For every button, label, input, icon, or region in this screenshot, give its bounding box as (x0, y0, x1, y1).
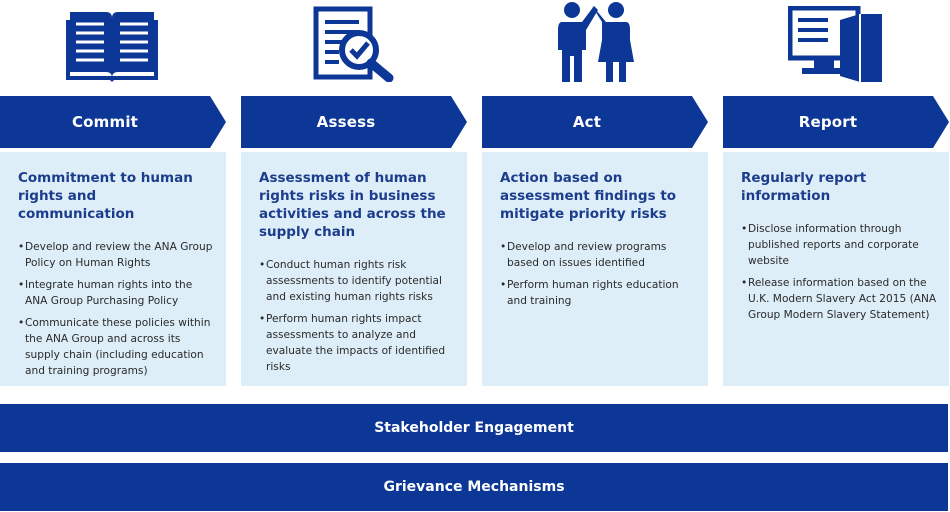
step-title: Report (798, 113, 858, 131)
icon-container (723, 0, 949, 90)
step-heading: Assessment of human rights risks in business activities and across the supply chain (259, 170, 446, 240)
step-details (0, 152, 226, 386)
step-bullet-list (18, 239, 216, 379)
step-arrow (723, 96, 949, 148)
open-book-icon (66, 8, 158, 82)
step-title: Assess (316, 113, 376, 131)
list-item: • Develop and review the ANA Group Policy on Human Rights (18, 239, 216, 271)
stakeholder-engagement-band: Stakeholder Engagement (0, 404, 948, 452)
list-item: • Develop and review programs based on issues identified (500, 239, 698, 271)
step-bullet-list (259, 257, 457, 375)
step-assess (241, 0, 467, 388)
icon-container (241, 0, 467, 90)
step-title: Commit (71, 113, 139, 131)
monitor-and-booklet-icon (788, 6, 884, 84)
step-bullet-list (741, 221, 939, 323)
list-item: • Release information based on the U.K. Modern Slavery Act 2015 (ANA Group Modern Slavery Statement) (741, 275, 939, 323)
step-heading: Commitment to human rights and communication (18, 170, 193, 222)
grievance-mechanisms-band: Grievance Mechanisms (0, 463, 948, 511)
list-item: • Conduct human rights risk assessments to identify potential and existing human rights risks (259, 257, 457, 305)
list-item: • Perform human rights impact assessments to analyze and evaluate the impacts of identified risks (259, 311, 457, 375)
step-arrow (482, 96, 708, 148)
step-details (482, 152, 708, 386)
step-commit (0, 0, 226, 388)
step-report (723, 0, 949, 388)
step-arrow (0, 96, 226, 148)
step-title: Act (572, 113, 602, 131)
list-item: • Communicate these policies within the ANA Group and across its supply chain (including education and training programs) (18, 315, 216, 379)
step-act (482, 0, 708, 388)
list-item: • Disclose information through published reports and corporate website (741, 221, 939, 269)
step-details (241, 152, 467, 386)
icon-container (482, 0, 708, 90)
icon-container (0, 0, 226, 90)
people-high-five-icon (550, 0, 640, 84)
list-item: • Perform human rights education and training (500, 277, 698, 309)
step-arrow (241, 96, 467, 148)
document-magnifier-icon (313, 6, 395, 82)
list-item: • Integrate human rights into the ANA Group Purchasing Policy (18, 277, 216, 309)
step-heading: Action based on assessment findings to mitigate priority risks (500, 170, 677, 222)
step-bullet-list (500, 239, 698, 309)
step-heading: Regularly report information (741, 170, 867, 204)
step-details (723, 152, 949, 386)
